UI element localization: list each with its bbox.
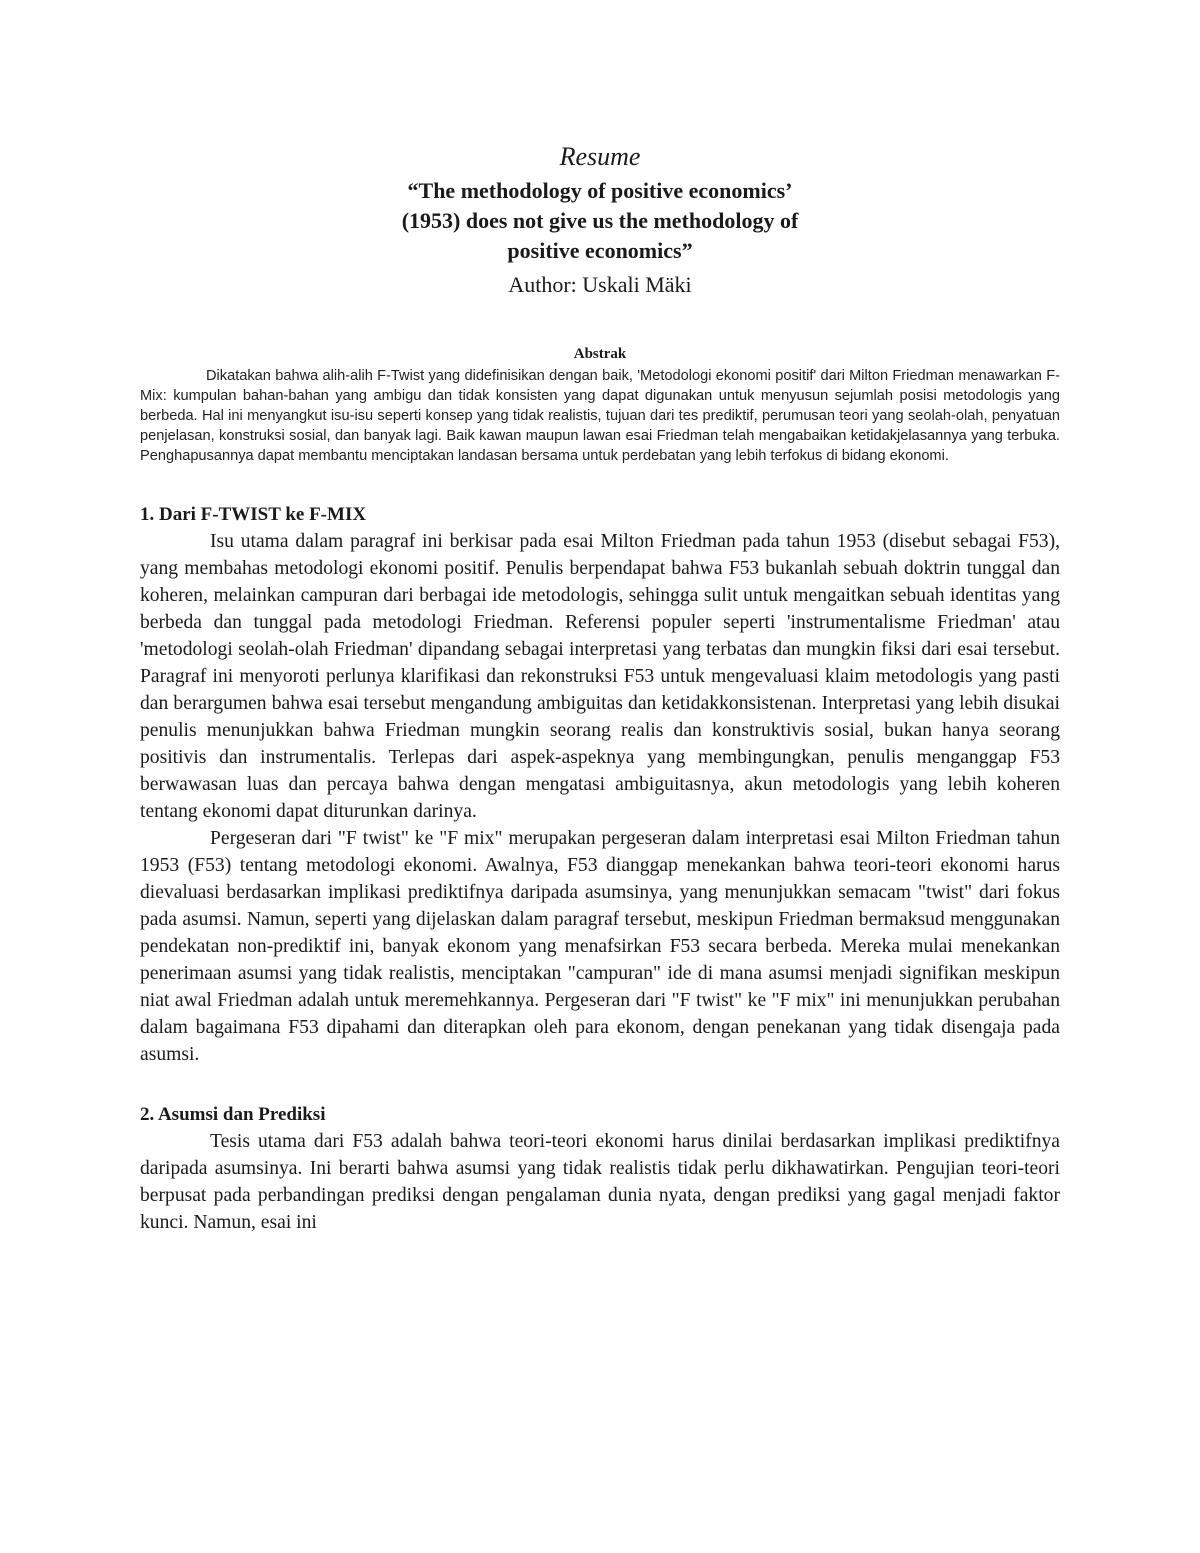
abstract-text: Dikatakan bahwa alih-alih F-Twist yang didefinisikan dengan baik, 'Metodologi ekonomi positif' dari Milton Friedman menawarkan F-Mix: kumpulan bahan-bahan yang ambigu dan tidak konsisten yang dapat digunakan untuk menyusun sejumlah posisi metodologis yang berbeda. Hal ini menyangkut isu-isu seperti konsep yang tidak realistis, tujuan dari tes prediktif, perumusan teori yang seolah-olah, penyatuan penjelasan, konstruksi sosial, dan banyak lagi. Baik kawan maupun lawan esai Friedman telah mengabaikan ketidakjelasannya yang terbuka. Penghapusannya dapat membantu menciptakan landasan bersama untuk perdebatan yang lebih terfokus di bidang ekonomi. <box>140 368 1060 464</box>
document-kind: Resume <box>559 142 641 171</box>
document-title <box>140 176 1060 266</box>
body-paragraph: Isu utama dalam paragraf ini berkisar pada esai Milton Friedman pada tahun 1953 (disebut sebagai F53), yang membahas metodologi ekonomi positif. Penulis berpendapat bahwa F53 bukanlah sebuah doktrin tunggal dan koheren, melainkan campuran dari berbagai ide metodologis, sehingga sulit untuk mengaitkan sebuah identitas yang berbeda dan tunggal pada metodologi Friedman. Referensi populer seperti 'instrumentalisme Friedman' atau 'metodologi seolah-olah Friedman' dipandang sebagai interpretasi yang terbatas dan mungkin fiksi dari esai tersebut. Paragraf ini menyoroti perlunya klarifikasi dan rekonstruksi F53 untuk mengevaluasi klaim metodologis yang pasti dan berargumen bahwa esai tersebut mengandung ambiguitas dan ketidakkonsistenan. Interpretasi yang lebih disukai penulis menunjukkan bahwa Friedman mungkin seorang realis dan konstruktivis sosial, bukan hanya seorang positivis dan instrumentalis. Terlepas dari aspek-aspeknya yang membingungkan, penulis menganggap F53 berwawasan luas dan percaya bahwa dengan mengatasi ambiguitasnya, akun metodologis yang lebih koheren tentang ekonomi dapat diturunkan darinya. <box>140 531 1060 822</box>
body-paragraph: Tesis utama dari F53 adalah bahwa teori-teori ekonomi harus dinilai berdasarkan implikasi prediktifnya daripada asumsinya. Ini berarti bahwa asumsi yang tidak realistis tidak perlu dikhawatirkan. Pengujian teori-teori berpusat pada perbandingan prediksi dengan pengalaman dunia nyata, dengan prediksi yang gagal menjadi faktor kunci. Namun, esai ini <box>140 1131 1060 1233</box>
document-header <box>140 140 1060 300</box>
document-author: Author: Uskali Mäki <box>508 272 692 297</box>
body-paragraph: Pergeseran dari "F twist" ke "F mix" merupakan pergeseran dalam interpretasi esai Milton Friedman tahun 1953 (F53) tentang metodologi ekonomi. Awalnya, F53 dianggap menekankan bahwa teori-teori ekonomi harus dievaluasi berdasarkan implikasi prediktifnya daripada asumsinya, yang menunjukkan semacam "twist" dari fokus pada asumsi. Namun, seperti yang dijelaskan dalam paragraf tersebut, meskipun Friedman bermaksud menggunakan pendekatan non-prediktif ini, banyak ekonom yang menafsirkan F53 secara berbeda. Mereka mulai menekankan penerimaan asumsi yang tidak realistis, menciptakan "campuran" ide di mana asumsi menjadi signifikan meskipun niat awal Friedman adalah untuk meremehkannya. Pergeseran dari "F twist" ke "F mix" ini menunjukkan perubahan dalam bagaimana F53 dipahami dan diterapkan oleh para ekonom, dengan penekanan yang tidak disengaja pada asumsi. <box>140 828 1060 1065</box>
document-page <box>140 140 1060 1236</box>
document-title-line: (1953) does not give us the methodology of <box>401 208 799 233</box>
abstract-heading: Abstrak <box>573 346 627 362</box>
section-f-twist-to-f-mix <box>140 502 1060 1068</box>
abstract-section <box>140 344 1060 466</box>
section-heading: 2. Asumsi dan Prediksi <box>140 1104 326 1125</box>
section-assumptions-and-predictions <box>140 1102 1060 1236</box>
document-title-line: positive economics” <box>507 238 693 263</box>
section-heading: 1. Dari F-TWIST ke F-MIX <box>140 504 367 525</box>
document-title-line: “The methodology of positive economics’ <box>407 178 793 203</box>
